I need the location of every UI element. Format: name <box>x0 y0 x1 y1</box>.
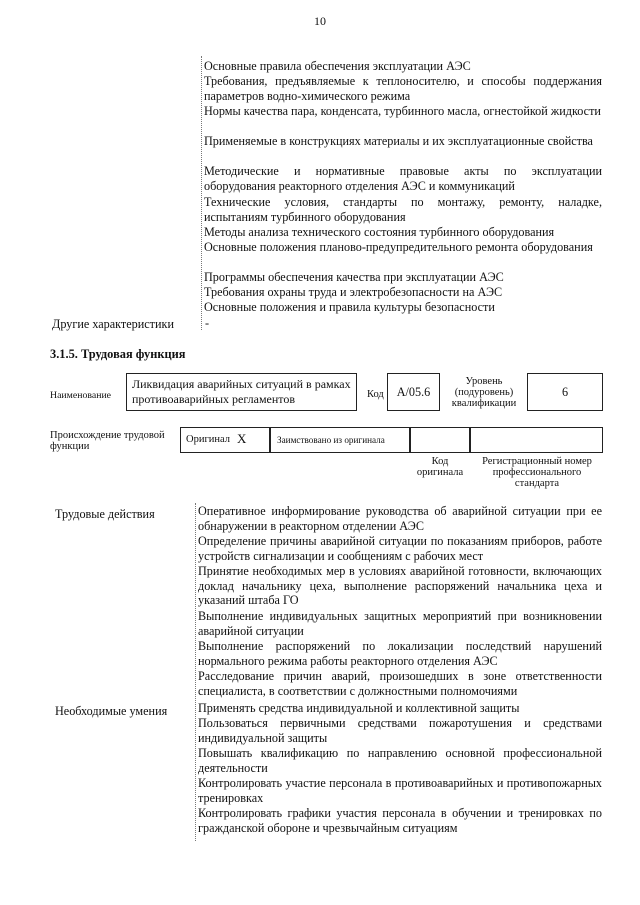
name-label: Наименование <box>50 390 112 401</box>
other-characteristics-label: Другие характеристики <box>52 317 174 331</box>
skill-item: Повышать квалификацию по направлению основной профессиональной деятельности <box>198 746 602 775</box>
labor-action-item: Оперативное информирование руководства об аварийной ситуации при ее обнаружении в реакторном отделении АЭС <box>198 504 602 533</box>
labor-action-item: Расследование причин аварий, произошедших в зоне ответственности специалиста, в соответствии с должностными полномочиями <box>198 669 602 698</box>
original-mark: X <box>237 431 247 446</box>
knowledge-item: Требования охраны труда и электробезопасности на АЭС <box>204 285 503 299</box>
knowledge-item: Технические условия, стандарты по монтажу, ремонту, наладке, испытаниям турбинного оборудования <box>204 195 602 224</box>
origin-code-box <box>410 427 470 453</box>
column-divider <box>201 56 202 330</box>
skill-item: Контролировать участие персонала в противоаварийных и противопожарных тренировках <box>198 776 602 805</box>
other-characteristics-value: - <box>205 316 210 330</box>
skill-item: Пользоваться первичными средствами пожаротушения и средствами индивидуальной защиты <box>198 716 602 745</box>
origin-code-caption: Код оригинала <box>416 456 464 478</box>
knowledge-item: Требования, предъявляемые к теплоносителю, и способы поддержания параметров водно-химического режима <box>204 74 602 103</box>
knowledge-item: Методические и нормативные правовые акты по эксплуатации оборудования реакторного отделения АЭС и коммуникаций <box>204 164 602 193</box>
code-value: А/05.6 <box>396 385 431 399</box>
section-title: 3.1.5. Трудовая функция <box>50 347 186 361</box>
labor-action-item: Принятие необходимых мер в условиях аварийной готовности, включающих доклад начальнику цеха, выполнение распоряжений начальника цеха и указаний штаба ГО <box>198 564 602 608</box>
knowledge-item: Нормы качества пара, конденсата, турбинного масла, огнестойкой жидкости <box>204 104 601 118</box>
name-box <box>126 373 357 411</box>
labor-action-item: Выполнение индивидуальных защитных мероприятий при возникновении аварийной ситуации <box>198 609 602 638</box>
knowledge-item: Программы обеспечения качества при эксплуатации АЭС <box>204 270 504 284</box>
level-value: 6 <box>561 385 569 399</box>
code-label: Код <box>367 389 384 400</box>
knowledge-item: Основные положения и правила культуры безопасности <box>204 300 495 314</box>
skill-item: Контролировать графики участия персонала в обучении и тренировках по гражданской обороне и чрезвычайным ситуациям <box>198 806 602 835</box>
skills-label: Необходимые умения <box>55 704 168 718</box>
labor-action-item: Определение причины аварийной ситуации по показаниям приборов, работе устройств сигнализации и сообщениям с рабочих мест <box>198 534 602 563</box>
code-box <box>387 373 440 411</box>
labor-actions-label: Трудовые действия <box>55 507 155 521</box>
level-box <box>527 373 603 411</box>
knowledge-item: Методы анализа технического состояния турбинного оборудования <box>204 225 555 239</box>
borrowed-label: Заимствовано из оригинала <box>277 435 385 445</box>
origin-reg-caption: Регистрационный номер профессионального стандарта <box>482 456 592 489</box>
original-label: Оригинал <box>186 434 230 445</box>
original-box <box>180 427 270 453</box>
borrowed-box <box>270 427 410 453</box>
origin-label: Происхождение трудовой функции <box>50 430 165 452</box>
level-label: Уровень (подуровень) квалификации <box>451 376 517 409</box>
column-divider <box>195 503 196 841</box>
origin-reg-box <box>470 427 603 453</box>
skill-item: Применять средства индивидуальной и коллективной защиты <box>198 701 520 715</box>
labor-action-item: Выполнение распоряжений по локализации последствий нарушений нормального режима работы реакторного отделения АЭС <box>198 639 602 668</box>
knowledge-item: Основные правила обеспечения эксплуатации АЭС <box>204 59 471 73</box>
function-name: Ликвидация аварийных ситуаций в рамках противоаварийных регламентов <box>132 377 351 406</box>
knowledge-item: Применяемые в конструкциях материалы и их эксплуатационные свойства <box>204 134 593 148</box>
knowledge-item: Основные положения планово-предупредительного ремонта оборудования <box>204 240 593 254</box>
page-number: 10 <box>314 14 326 28</box>
